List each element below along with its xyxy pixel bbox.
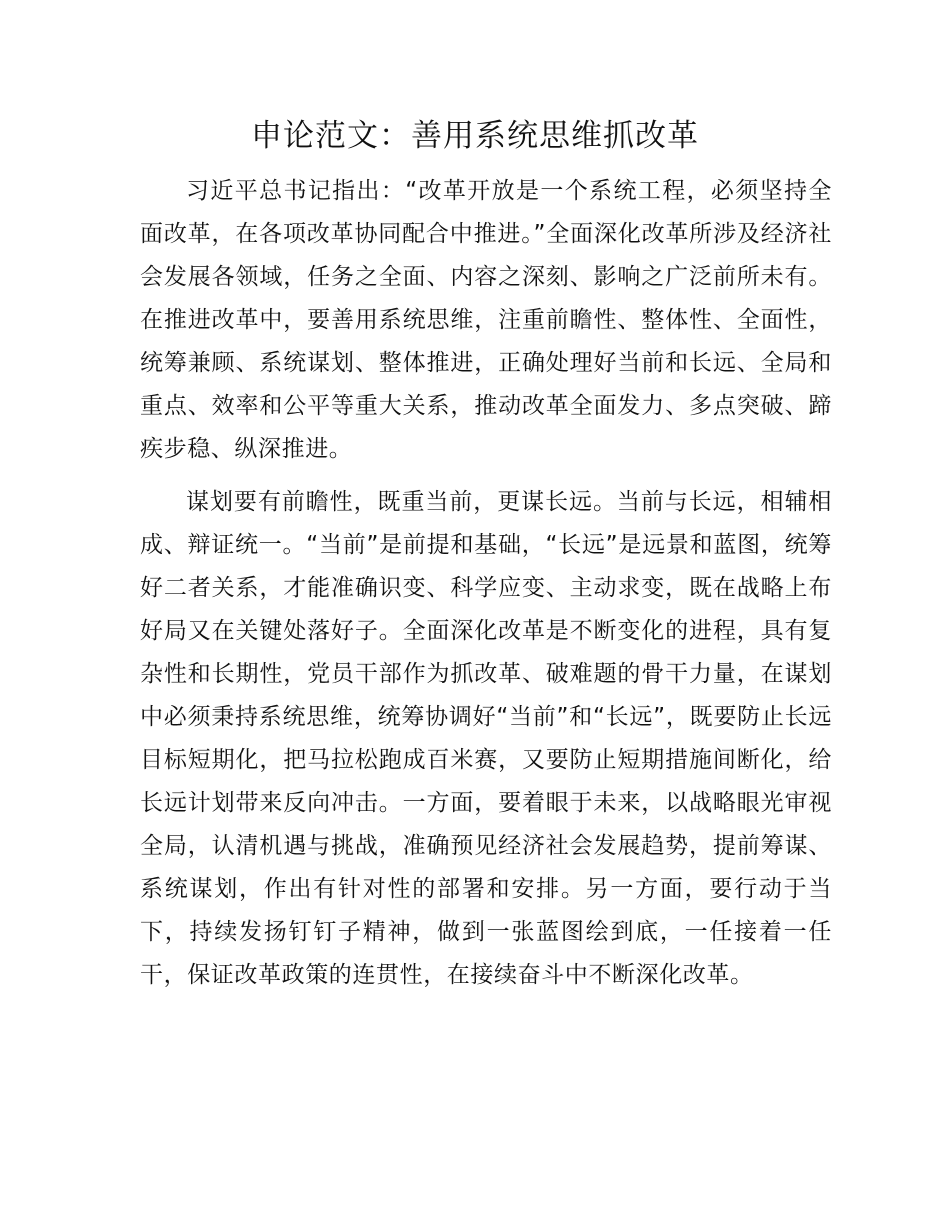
paragraph-intro: 习近平总书记指出：“改革开放是一个系统工程，必须坚持全面改革，在各项改革协同配合中推进。”全面深化改革所涉及经济社会发展各领域，任务之全面、内容之深刻、影响之广泛前所未有。在推进改革中，要善用系统思维，注重前瞻性、整体性、全面性，统筹兼顾、系统谋划、整体推进，正确处理好当前和长远、全局和重点、效率和公平等重大关系，推动改革全面发力、多点突破、蹄疾步稳、纵深推进。 [140,178,832,462]
document-body [140,170,832,997]
document-title: 申论范文：善用系统思维抓改革 [251,118,699,154]
paragraph-planning-foresight: 谋划要有前瞻性，既重当前，更谋长远。当前与长远，相辅相成、辩证统一。“当前”是前提和基础，“长远”是远景和蓝图，统筹好二者关系，才能准确识变、科学应变、主动求变，既在战略上布好局又在关键处落好子。全面深化改革是不断变化的进程，具有复杂性和长期性，党员干部作为抓改革、破难题的骨干力量，在谋划中必须秉持系统思维，统筹协调好“当前”和“长远”，既要防止长远目标短期化，把马拉松跑成百米赛，又要防止短期措施间断化，给长远计划带来反向冲击。一方面，要着眼于未来，以战略眼光审视全局，认清机遇与挑战，准确预见经济社会发展趋势，提前筹谋、系统谋划，作出有针对性的部署和安排。另一方面，要行动于当下，持续发扬钉钉子精神，做到一张蓝图绘到底，一任接着一任干，保证改革政策的连贯性，在接续奋斗中不断深化改革。 [140,489,832,988]
